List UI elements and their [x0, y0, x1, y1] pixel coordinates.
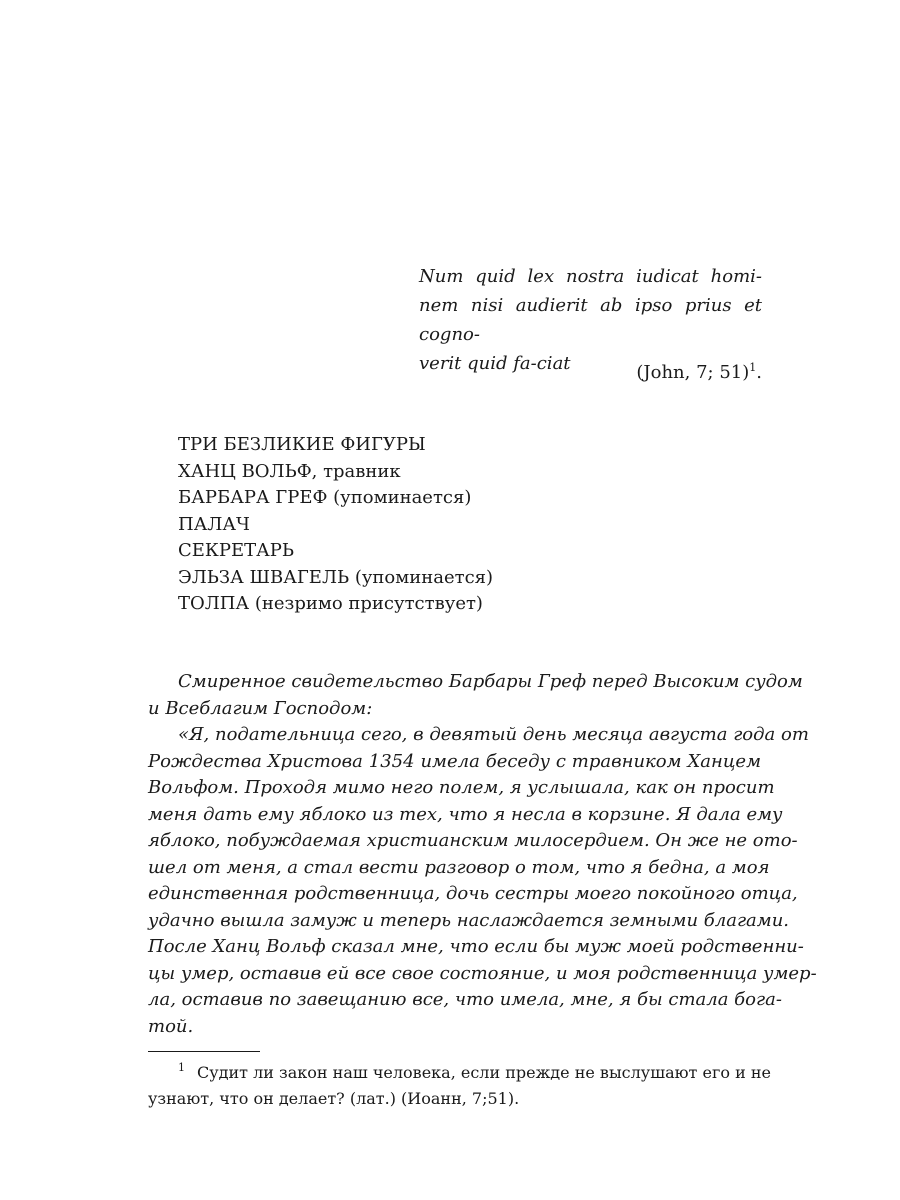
text-line: Вольфом. Проходя мимо него полем, я услышала, как он просит — [148, 777, 775, 798]
epigraph-reference-end: . — [756, 362, 762, 383]
cast-item: ХАНЦ ВОЛЬФ, травник — [178, 460, 401, 482]
footnote-number: 1 — [178, 1061, 185, 1074]
text-line: шел от меня, а стал вести разговор о том, что я бедна, а моя — [148, 856, 770, 878]
footnote-divider — [148, 1051, 260, 1052]
text-line: цы умер, оставив ей все свое состояние, и моя родственница умер- — [148, 962, 817, 984]
footnote — [148, 1055, 771, 1112]
text-line: единственная родственница, дочь сестры моего покойного отца, — [148, 883, 798, 904]
epigraph-line: verit quid fa-ciat — [419, 353, 571, 374]
text-line: Рождества Христова 1354 имела беседу с травником Ханцем — [148, 750, 761, 772]
footnote-line — [148, 1055, 771, 1086]
epigraph-line: nem nisi audierit ab ipso prius et cogno- — [419, 295, 762, 345]
paragraph-intro — [148, 669, 803, 722]
cast-item: ЭЛЬЗА ШВАГЕЛЬ (упоминается) — [178, 566, 494, 588]
cast-item: ТРИ БЕЗЛИКИЕ ФИГУРЫ — [178, 434, 426, 455]
cast-item: ПАЛАЧ — [178, 513, 250, 535]
epigraph-line: Num quid lex nostra iudicat homi- — [419, 266, 762, 287]
paragraph-testimony — [148, 722, 817, 1040]
text-line: яблоко, побуждаемая христианским милосердием. Он же не ото- — [148, 830, 798, 851]
epigraph-reference-text: (John, 7; 51) — [636, 362, 750, 383]
cast-item: БАРБАРА ГРЕФ (упоминается) — [178, 487, 472, 508]
text-line: После Ханц Вольф сказал мне, что если бы муж моей родственни- — [148, 936, 804, 957]
cast-item: ТОЛПА (незримо присутствует) — [178, 593, 483, 614]
text-line: удачно вышла замуж и теперь наслаждается земными благами. — [148, 909, 790, 931]
cast-item: СЕКРЕТАРЬ — [178, 540, 294, 561]
text-line: Смиренное свидетельство Барбары Греф перед Высоким судом — [178, 671, 803, 692]
footnote-marker: 1 — [749, 361, 757, 374]
text-line: «Я, подательница сего, в девятый день месяца августа года от — [178, 724, 809, 745]
epigraph-reference — [419, 353, 762, 387]
cast-list — [178, 432, 778, 618]
text-line: и Всеблагим Господом: — [148, 697, 373, 719]
text-line: той. — [148, 1015, 194, 1037]
footnote-text: Судит ли закон наш человека, если прежде не выслушают его и не — [197, 1063, 771, 1082]
body-text — [148, 669, 817, 1040]
footnote-line: узнают, что он делает? (лат.) (Иоанн, 7;51). — [148, 1089, 520, 1108]
text-line: ла, оставив по завещанию все, что имела, мне, я бы стала бога- — [148, 989, 782, 1010]
text-line: меня дать ему яблоко из тех, что я несла в корзине. Я дала ему — [148, 803, 783, 825]
